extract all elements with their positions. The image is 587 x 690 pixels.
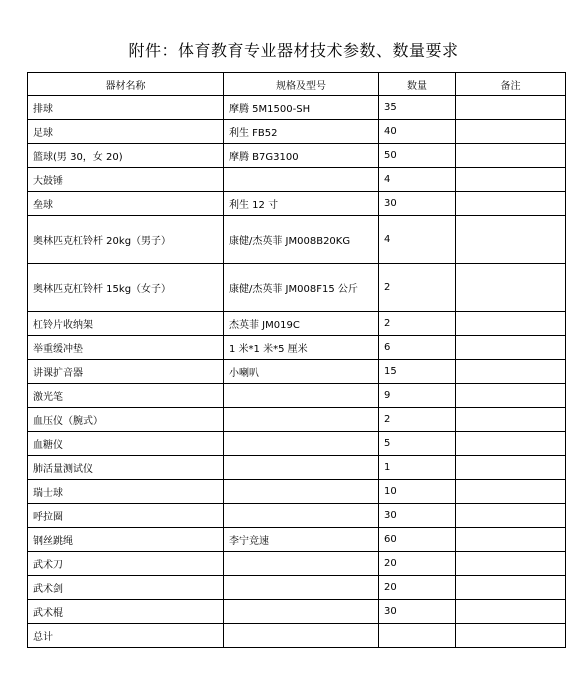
cell-spec-model	[224, 456, 379, 480]
cell-spec-model: 利生 FB52	[224, 120, 379, 144]
cell-notes	[456, 408, 566, 432]
cell-equipment-name: 排球	[28, 96, 224, 120]
cell-equipment-name: 总计	[28, 624, 224, 648]
cell-spec-model: 李宁竞速	[224, 528, 379, 552]
cell-quantity: 1	[379, 456, 456, 480]
cell-equipment-name: 瑞士球	[28, 480, 224, 504]
table-header-row	[28, 73, 566, 96]
cell-quantity	[379, 624, 456, 648]
cell-spec-model: 小喇叭	[224, 360, 379, 384]
cell-quantity: 9	[379, 384, 456, 408]
cell-spec-model: 利生 12 寸	[224, 192, 379, 216]
cell-quantity: 2	[379, 264, 456, 312]
table-row	[28, 144, 566, 168]
cell-spec-model: 康健/杰英菲 JM008B20KG	[224, 216, 379, 264]
cell-quantity: 4	[379, 168, 456, 192]
cell-spec-model	[224, 384, 379, 408]
cell-quantity: 10	[379, 480, 456, 504]
cell-notes	[456, 312, 566, 336]
cell-spec-model	[224, 552, 379, 576]
table-row	[28, 456, 566, 480]
cell-equipment-name: 武术刀	[28, 552, 224, 576]
cell-quantity: 6	[379, 336, 456, 360]
cell-quantity: 40	[379, 120, 456, 144]
header-spec-model: 规格及型号	[224, 73, 379, 96]
cell-notes	[456, 456, 566, 480]
cell-spec-model: 康健/杰英菲 JM008F15 公斤	[224, 264, 379, 312]
cell-notes	[456, 624, 566, 648]
cell-quantity: 4	[379, 216, 456, 264]
cell-notes	[456, 480, 566, 504]
table-row	[28, 432, 566, 456]
cell-quantity: 20	[379, 552, 456, 576]
cell-quantity: 20	[379, 576, 456, 600]
table-row	[28, 96, 566, 120]
cell-spec-model: 1 米*1 米*5 厘米	[224, 336, 379, 360]
cell-notes	[456, 600, 566, 624]
cell-spec-model	[224, 480, 379, 504]
table-row	[28, 168, 566, 192]
cell-notes	[456, 432, 566, 456]
cell-equipment-name: 呼拉圈	[28, 504, 224, 528]
cell-notes	[456, 192, 566, 216]
cell-notes	[456, 528, 566, 552]
cell-quantity: 2	[379, 312, 456, 336]
cell-spec-model: 摩腾 5M1500-SH	[224, 96, 379, 120]
cell-quantity: 60	[379, 528, 456, 552]
cell-equipment-name: 血糖仪	[28, 432, 224, 456]
cell-notes	[456, 96, 566, 120]
cell-equipment-name: 奥林匹克杠铃杆 20kg（男子）	[28, 216, 224, 264]
table-row	[28, 192, 566, 216]
cell-spec-model: 杰英菲 JM019C	[224, 312, 379, 336]
cell-quantity: 5	[379, 432, 456, 456]
table-row	[28, 312, 566, 336]
cell-notes	[456, 216, 566, 264]
cell-notes	[456, 168, 566, 192]
cell-quantity: 30	[379, 600, 456, 624]
table-row	[28, 264, 566, 312]
cell-equipment-name: 肺活量测试仪	[28, 456, 224, 480]
cell-spec-model	[224, 504, 379, 528]
cell-equipment-name: 武术剑	[28, 576, 224, 600]
table-row	[28, 336, 566, 360]
document-title: 附件：体育教育专业器材技术参数、数量要求	[128, 41, 459, 60]
cell-quantity: 50	[379, 144, 456, 168]
cell-spec-model	[224, 168, 379, 192]
cell-notes	[456, 552, 566, 576]
cell-quantity: 15	[379, 360, 456, 384]
equipment-table	[27, 72, 566, 648]
header-quantity: 数量	[379, 73, 456, 96]
table-row	[28, 504, 566, 528]
cell-equipment-name: 钢丝跳绳	[28, 528, 224, 552]
cell-notes	[456, 336, 566, 360]
cell-notes	[456, 504, 566, 528]
header-equipment-name: 器材名称	[28, 73, 224, 96]
cell-equipment-name: 武术棍	[28, 600, 224, 624]
cell-quantity: 30	[379, 192, 456, 216]
table-row	[28, 552, 566, 576]
cell-equipment-name: 篮球(男 30，女 20)	[28, 144, 224, 168]
cell-equipment-name: 大鼓锤	[28, 168, 224, 192]
table-row	[28, 360, 566, 384]
cell-equipment-name: 奥林匹克杠铃杆 15kg（女子）	[28, 264, 224, 312]
cell-equipment-name: 垒球	[28, 192, 224, 216]
cell-spec-model	[224, 576, 379, 600]
cell-spec-model	[224, 600, 379, 624]
cell-quantity: 30	[379, 504, 456, 528]
table-body	[28, 96, 566, 648]
table-row	[28, 384, 566, 408]
header-notes: 备注	[456, 73, 566, 96]
cell-notes	[456, 120, 566, 144]
table-row	[28, 528, 566, 552]
cell-notes	[456, 360, 566, 384]
cell-spec-model	[224, 408, 379, 432]
table-row	[28, 216, 566, 264]
cell-equipment-name: 讲课扩音器	[28, 360, 224, 384]
table-row	[28, 408, 566, 432]
cell-spec-model: 摩腾 B7G3100	[224, 144, 379, 168]
cell-spec-model	[224, 624, 379, 648]
cell-notes	[456, 264, 566, 312]
table-row	[28, 600, 566, 624]
table-row	[28, 480, 566, 504]
table-row	[28, 120, 566, 144]
cell-quantity: 2	[379, 408, 456, 432]
cell-equipment-name: 激光笔	[28, 384, 224, 408]
cell-equipment-name: 杠铃片收纳架	[28, 312, 224, 336]
cell-notes	[456, 144, 566, 168]
cell-equipment-name: 足球	[28, 120, 224, 144]
cell-spec-model	[224, 432, 379, 456]
cell-quantity: 35	[379, 96, 456, 120]
table-row	[28, 576, 566, 600]
cell-notes	[456, 384, 566, 408]
cell-equipment-name: 血压仪（腕式）	[28, 408, 224, 432]
cell-equipment-name: 举重缓冲垫	[28, 336, 224, 360]
cell-notes	[456, 576, 566, 600]
table-row	[28, 624, 566, 648]
